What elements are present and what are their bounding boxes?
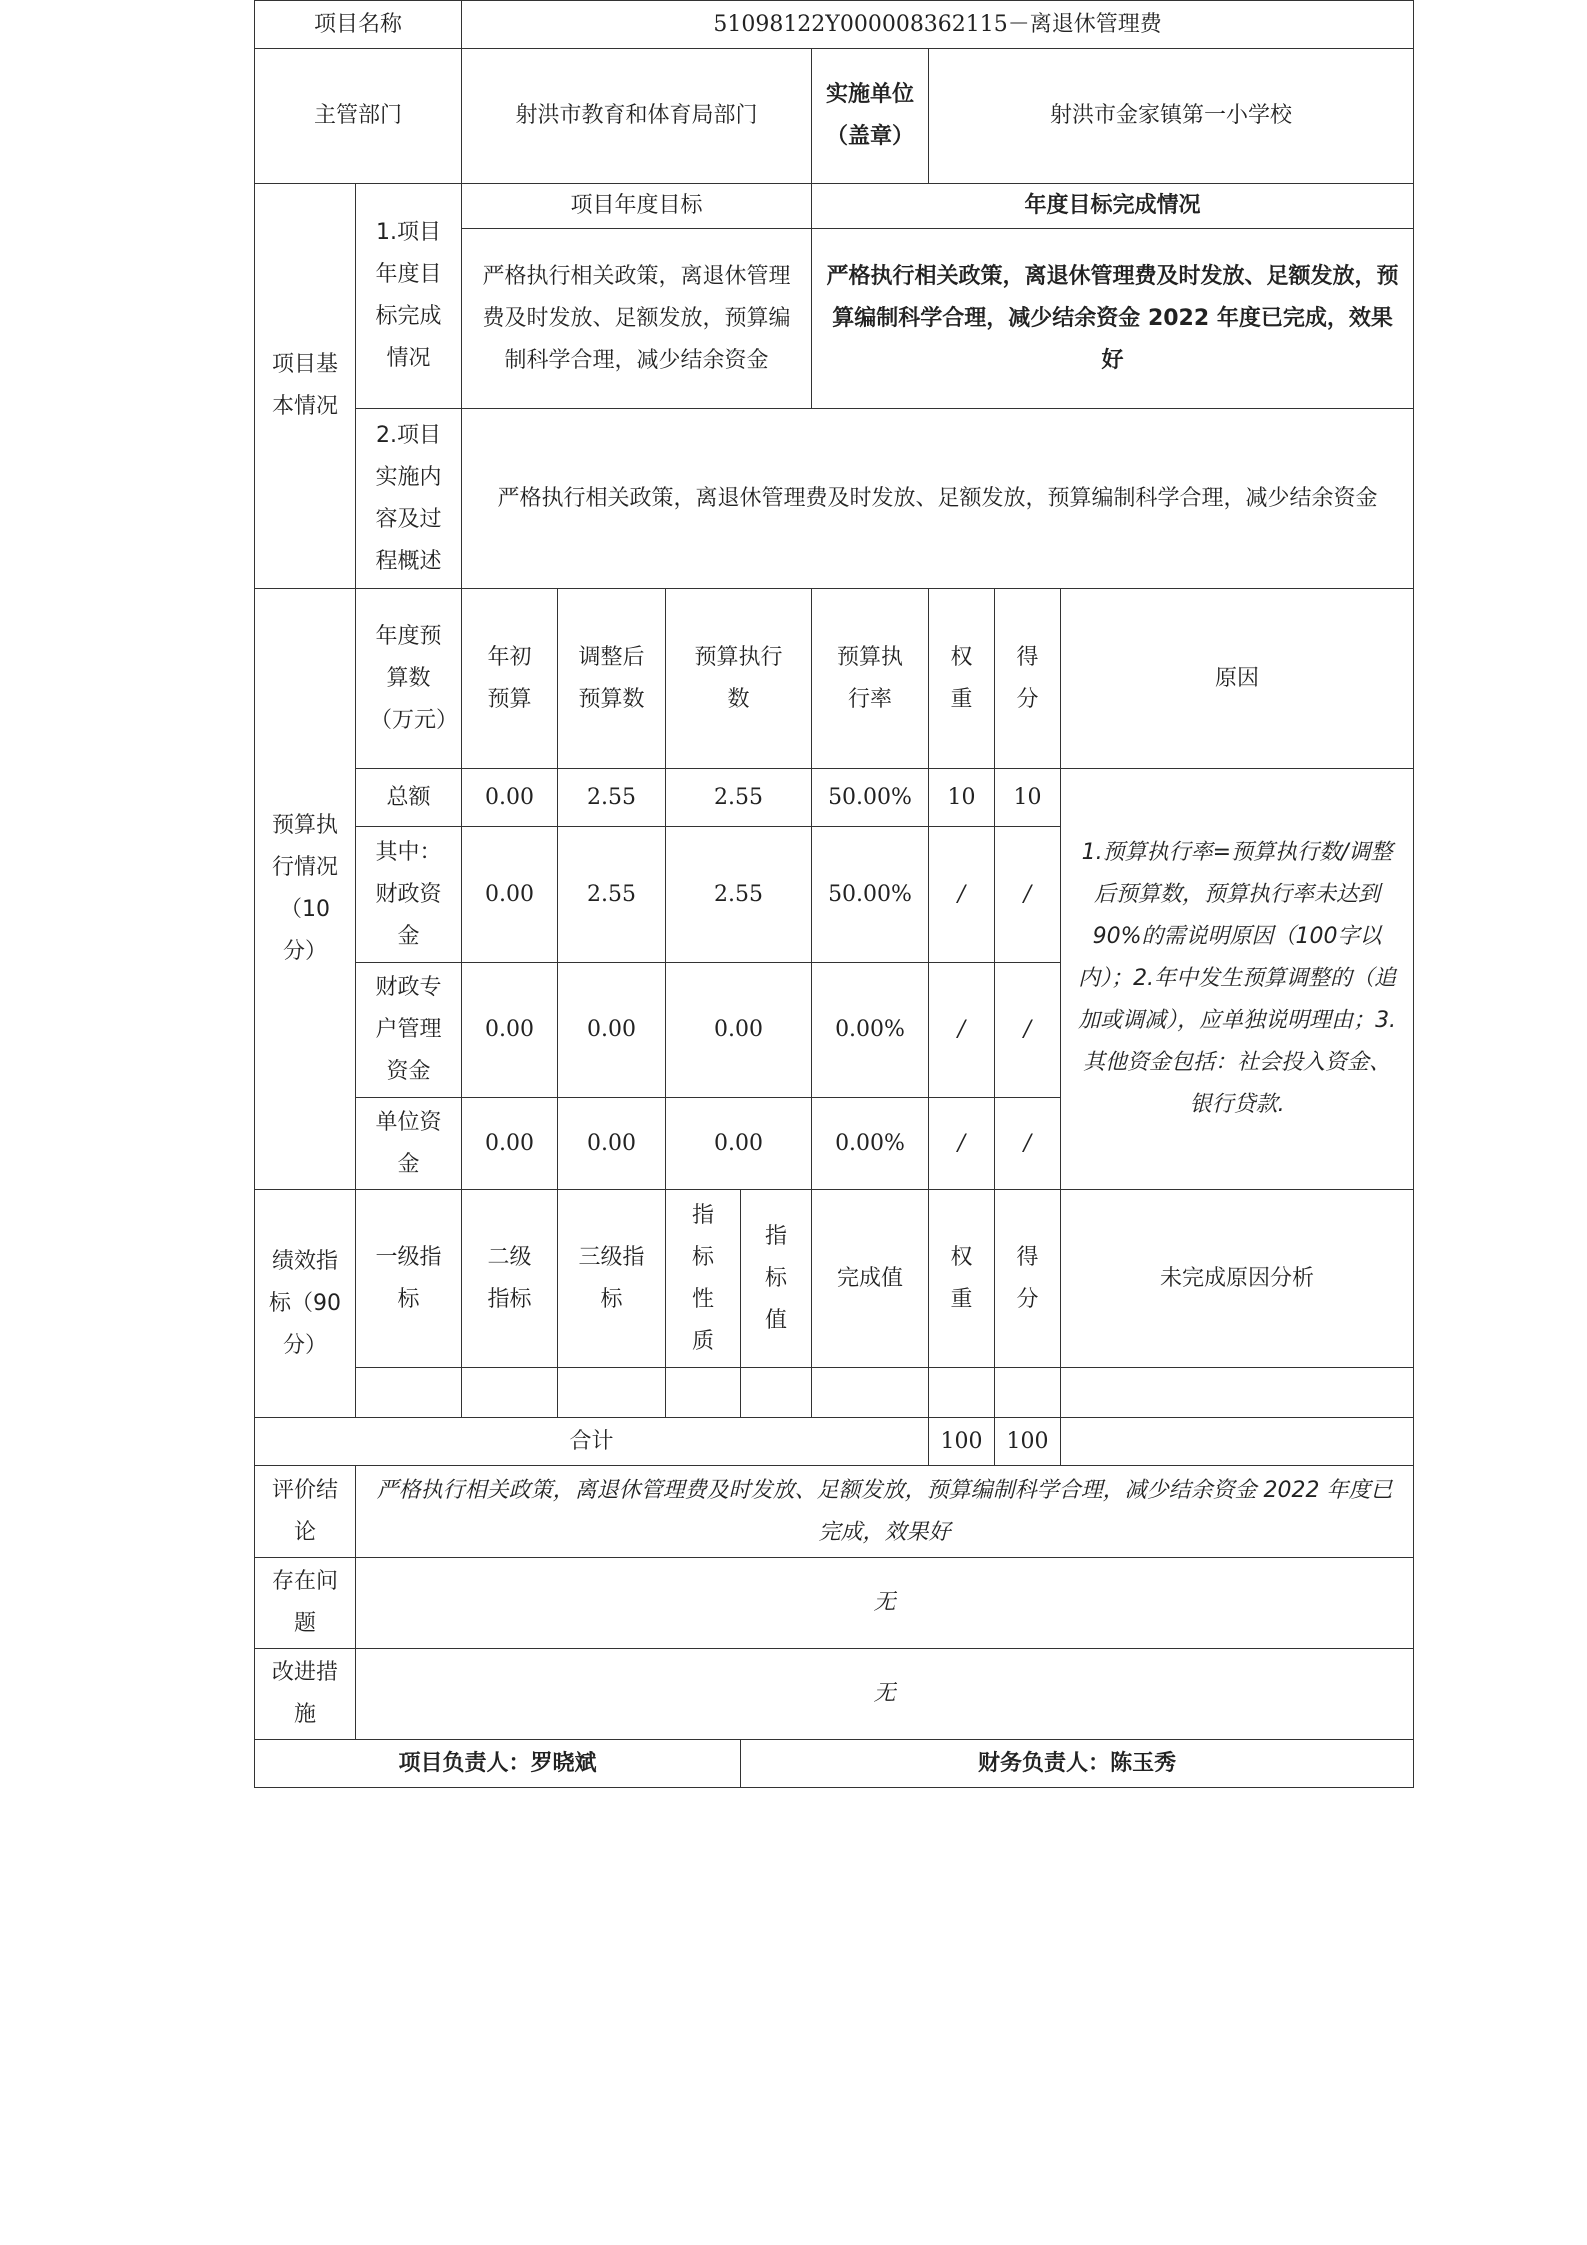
budget-row-label: 其中：财政资金: [356, 827, 462, 963]
budget-weight: /: [929, 963, 995, 1098]
empty-cell: [462, 1368, 558, 1418]
annual-goal-header: 项目年度目标: [462, 184, 812, 229]
row-total: [255, 1418, 1414, 1466]
budget-weight: 10: [929, 769, 995, 827]
budget-rate: 50.00%: [812, 827, 929, 963]
budget-executed: 0.00: [666, 1098, 812, 1190]
problems-text: 无: [356, 1558, 1414, 1649]
hdr-execution-rate: 预算执行率: [812, 589, 929, 769]
budget-score: /: [995, 1098, 1061, 1190]
budget-adjusted: 0.00: [558, 1098, 666, 1190]
budget-label: 预算执行情况（10分）: [255, 589, 356, 1190]
row-impl: [255, 409, 1414, 589]
hdr-value: 指标值: [741, 1190, 812, 1368]
problems-label: 存在问题: [255, 1558, 356, 1649]
finance-cell: [741, 1740, 1414, 1788]
budget-rate: 0.00%: [812, 1098, 929, 1190]
row-project-name: [255, 1, 1414, 49]
hdr-adjusted-budget: 调整后预算数: [558, 589, 666, 769]
hdr-level3: 三级指标: [558, 1190, 666, 1368]
annual-goal-text: 严格执行相关政策，离退休管理费及时发放、足额发放，预算编制科学合理，减少结余资金: [462, 229, 812, 409]
budget-weight: /: [929, 827, 995, 963]
conclusion-label: 评价结论: [255, 1466, 356, 1558]
budget-note: 1.预算执行率=预算执行数/调整后预算数，预算执行率未达到90%的需说明原因（100字以内）；2.年中发生预算调整的（追加或调减），应单独说明理由；3.其他资金包括：社会投入资金、银行贷款.: [1061, 769, 1414, 1190]
budget-rate: 0.00%: [812, 963, 929, 1098]
empty-cell: [1061, 1368, 1414, 1418]
hdr-level1: 一级指标: [356, 1190, 462, 1368]
budget-weight: /: [929, 1098, 995, 1190]
empty-cell: [929, 1368, 995, 1418]
budget-adjusted: 0.00: [558, 963, 666, 1098]
dept-label: 主管部门: [255, 49, 462, 184]
hdr-perf-score: 得分: [995, 1190, 1061, 1368]
hdr-annual-budget: 年度预算数（万元）: [356, 589, 462, 769]
budget-executed: 0.00: [666, 963, 812, 1098]
budget-score: /: [995, 827, 1061, 963]
budget-executed: 2.55: [666, 769, 812, 827]
dept-value: 射洪市教育和体育局部门: [462, 49, 812, 184]
budget-adjusted: 2.55: [558, 769, 666, 827]
project-name-value: 51098122Y000008362115－离退休管理费: [462, 1, 1414, 49]
row-goal-headers: [255, 184, 1414, 229]
hdr-analysis: 未完成原因分析: [1061, 1190, 1414, 1368]
perf-label: 绩效指标（90分）: [255, 1190, 356, 1418]
leader-name: 罗晓斌: [530, 1750, 597, 1776]
leader-label: 项目负责人：: [398, 1750, 531, 1776]
budget-initial: 0.00: [462, 1098, 558, 1190]
row-department: [255, 49, 1414, 184]
total-label: 合计: [255, 1418, 929, 1466]
budget-score: 10: [995, 769, 1061, 827]
hdr-executed-budget: 预算执行数: [666, 589, 812, 769]
budget-executed: 2.55: [666, 827, 812, 963]
hdr-perf-weight: 权重: [929, 1190, 995, 1368]
row-perf-empty: [255, 1368, 1414, 1418]
hdr-level2: 二级指标: [462, 1190, 558, 1368]
measures-label: 改进措施: [255, 1649, 356, 1740]
impl-label: 2.项目实施内容及过程概述: [356, 409, 462, 589]
impl-unit-label: 实施单位（盖章）: [812, 49, 929, 184]
finance-name: 陈玉秀: [1110, 1750, 1177, 1776]
empty-cell: [1061, 1418, 1414, 1466]
budget-row-total: [255, 769, 1414, 827]
budget-rate: 50.00%: [812, 769, 929, 827]
completion-header: 年度目标完成情况: [812, 184, 1414, 229]
total-score: 100: [995, 1418, 1061, 1466]
row-perf-headers: [255, 1190, 1414, 1368]
empty-cell: [356, 1368, 462, 1418]
budget-initial: 0.00: [462, 963, 558, 1098]
empty-cell: [812, 1368, 929, 1418]
hdr-nature: 指标性质: [666, 1190, 741, 1368]
row-signatures: [255, 1740, 1414, 1788]
total-weight: 100: [929, 1418, 995, 1466]
hdr-reason: 原因: [1061, 589, 1414, 769]
hdr-completed: 完成值: [812, 1190, 929, 1368]
budget-adjusted: 2.55: [558, 827, 666, 963]
leader-cell: [255, 1740, 741, 1788]
empty-cell: [741, 1368, 812, 1418]
empty-cell: [558, 1368, 666, 1418]
budget-row-label: 财政专户管理资金: [356, 963, 462, 1098]
conclusion-text: 严格执行相关政策，离退休管理费及时发放、足额发放，预算编制科学合理，减少结余资金 2022 年度已完成，效果好: [356, 1466, 1414, 1558]
finance-label: 财务负责人：: [978, 1750, 1111, 1776]
row-problems: [255, 1558, 1414, 1649]
hdr-score: 得分: [995, 589, 1061, 769]
goal-label: 1.项目年度目标完成情况: [356, 184, 462, 409]
project-name-label: 项目名称: [255, 1, 462, 49]
empty-cell: [995, 1368, 1061, 1418]
budget-initial: 0.00: [462, 827, 558, 963]
row-conclusion: [255, 1466, 1414, 1558]
budget-row-label: 单位资金: [356, 1098, 462, 1190]
performance-evaluation-form: [254, 0, 1414, 1788]
hdr-weight: 权重: [929, 589, 995, 769]
basic-info-label: 项目基本情况: [255, 184, 356, 589]
completion-text: 严格执行相关政策，离退休管理费及时发放、足额发放，预算编制科学合理，减少结余资金 2022 年度已完成，效果好: [812, 229, 1414, 409]
hdr-initial-budget: 年初预算: [462, 589, 558, 769]
budget-row-label: 总额: [356, 769, 462, 827]
impl-unit-value: 射洪市金家镇第一小学校: [929, 49, 1414, 184]
measures-text: 无: [356, 1649, 1414, 1740]
impl-text: 严格执行相关政策，离退休管理费及时发放、足额发放，预算编制科学合理，减少结余资金: [462, 409, 1414, 589]
budget-score: /: [995, 963, 1061, 1098]
row-measures: [255, 1649, 1414, 1740]
empty-cell: [666, 1368, 741, 1418]
row-budget-headers: [255, 589, 1414, 769]
budget-initial: 0.00: [462, 769, 558, 827]
